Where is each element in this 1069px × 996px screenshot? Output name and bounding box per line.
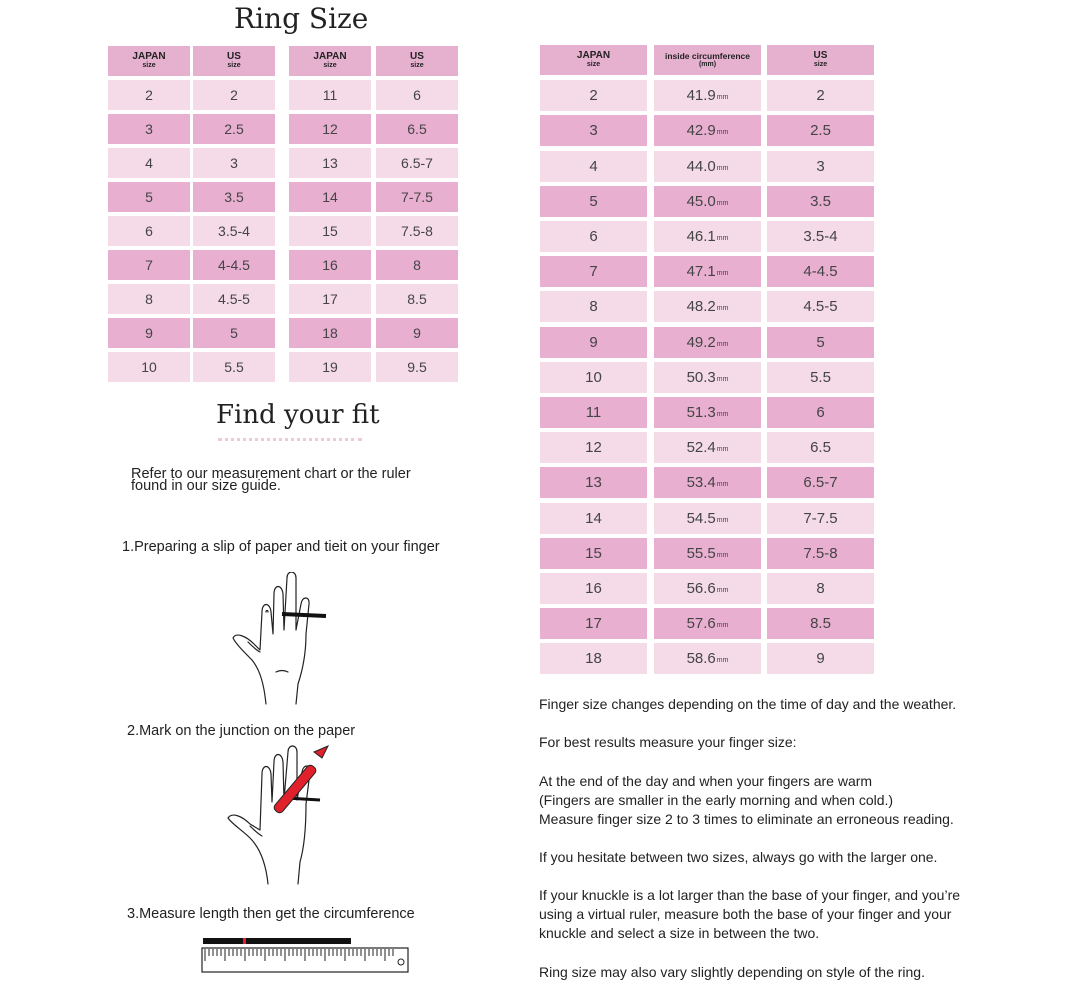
intro-line-2: found in our size guide. (131, 478, 281, 494)
right-table-cell: 17 (540, 608, 647, 639)
left-table-cell: 9.5 (376, 352, 458, 382)
right-table-cell: 4.5-5 (767, 291, 874, 322)
left-table-cell: 15 (289, 216, 371, 246)
left-table-header (108, 46, 190, 76)
header-sublabel: size (410, 62, 424, 69)
left-table-cell: 3.5-4 (193, 216, 275, 246)
unit-label: mm (716, 270, 729, 278)
right-table-header (654, 45, 761, 75)
right-table-cell (654, 538, 761, 569)
header-sublabel: size (813, 61, 828, 68)
header-sublabel: (mm) (698, 61, 717, 68)
header-label: JAPAN (576, 50, 611, 61)
left-table-cell: 3 (108, 114, 190, 144)
right-table-header (767, 45, 874, 75)
right-table-cell: 7-7.5 (767, 503, 874, 534)
circumference-value: 41.9 (686, 87, 716, 105)
unit-label: mm (716, 199, 729, 207)
right-table-cell: 15 (540, 538, 647, 569)
left-table-cell: 3.5 (193, 182, 275, 212)
unit-label: mm (716, 551, 729, 559)
ring-size-title: Ring Size (234, 2, 369, 35)
right-table-cell: 11 (540, 397, 647, 428)
left-table-cell: 14 (289, 182, 371, 212)
circumference-value: 55.5 (686, 544, 716, 562)
right-table-cell (654, 291, 761, 322)
unit-label: mm (716, 587, 729, 594)
left-table-cell: 5 (193, 318, 275, 348)
right-table-cell: 8 (767, 573, 874, 604)
left-table-cell: 5 (108, 182, 190, 212)
right-table-cell (654, 151, 761, 182)
header-label: inside circumference (664, 51, 751, 61)
left-table-cell: 6.5 (376, 114, 458, 144)
circumference-value: 48.2 (686, 298, 716, 316)
right-table-cell: 7 (540, 256, 647, 287)
left-table-cell: 8.5 (376, 284, 458, 314)
circumference-value: 46.1 (686, 228, 716, 245)
right-table-cell (654, 503, 761, 534)
circumference-value: 57.6 (686, 615, 716, 633)
header-sublabel: size (586, 61, 601, 68)
circumference-value: 53.4 (686, 474, 716, 492)
circumference-value: 42.9 (686, 122, 716, 140)
left-table-cell: 9 (108, 318, 190, 348)
header-sublabel: size (227, 62, 241, 69)
right-table-cell: 9 (540, 327, 647, 358)
circumference-value: 52.4 (686, 439, 716, 457)
right-table-cell (654, 608, 761, 639)
left-table-header (193, 46, 275, 76)
note-end-of-day (539, 772, 1009, 829)
right-table-cell: 3 (767, 151, 874, 182)
title-dotted-divider (218, 438, 362, 441)
left-table-header (376, 46, 458, 76)
right-table-cell: 18 (540, 643, 647, 674)
right-table-cell: 6 (767, 397, 874, 428)
right-table-cell: 5 (540, 186, 647, 217)
right-table-cell: 4 (540, 151, 647, 182)
circumference-value: 50.3 (686, 368, 716, 386)
right-table-header (540, 45, 647, 75)
left-table-cell: 2 (193, 80, 275, 110)
circumference-value: 47.1 (686, 263, 716, 281)
hand-with-pen-illustration (220, 744, 350, 889)
unit-label: mm (716, 411, 729, 418)
left-table-cell: 8 (376, 250, 458, 280)
left-table-cell: 17 (289, 284, 371, 314)
right-table-cell: 7.5-8 (767, 538, 874, 569)
unit-label: mm (716, 164, 729, 172)
ruler-with-paper-strip-illustration (200, 936, 412, 978)
unit-label: mm (716, 516, 729, 524)
unit-label: mm (716, 305, 729, 313)
left-table-cell: 19 (289, 352, 371, 382)
left-table-cell: 8 (108, 284, 190, 314)
left-table-cell: 5.5 (193, 352, 275, 382)
note-knuckle (539, 886, 1009, 943)
unit-label: mm (716, 446, 729, 454)
left-table-cell: 6 (376, 80, 458, 110)
header-label: US (813, 50, 828, 61)
unit-label: mm (716, 129, 729, 137)
left-table-cell: 4.5-5 (193, 284, 275, 314)
left-table-cell: 6.5-7 (376, 148, 458, 178)
unit-label: mm (716, 94, 729, 102)
right-table-cell (654, 643, 761, 674)
right-table-cell: 13 (540, 467, 647, 498)
right-table-cell: 6.5 (767, 432, 874, 463)
unit-label: mm (716, 235, 729, 242)
circumference-value: 56.6 (686, 580, 716, 597)
right-table-cell: 16 (540, 573, 647, 604)
circumference-value: 44.0 (686, 157, 716, 175)
right-table-cell: 9 (767, 643, 874, 674)
note-ring-style: Ring size may also vary slightly depending on style of the ring. (539, 964, 925, 980)
header-sublabel: size (323, 62, 337, 69)
header-label: JAPAN (132, 51, 166, 62)
header-label: JAPAN (313, 51, 347, 62)
left-table-cell: 10 (108, 352, 190, 382)
right-table-cell: 12 (540, 432, 647, 463)
right-table-cell: 10 (540, 362, 647, 393)
circumference-value: 54.5 (686, 509, 716, 527)
right-table-cell (654, 115, 761, 146)
left-table-cell: 12 (289, 114, 371, 144)
right-table-cell (654, 256, 761, 287)
right-table-cell (654, 467, 761, 498)
right-table-cell: 14 (540, 503, 647, 534)
right-table-cell (654, 221, 761, 252)
left-table-cell: 6 (108, 216, 190, 246)
left-table-cell: 18 (289, 318, 371, 348)
unit-label: mm (716, 481, 729, 489)
left-table-cell: 4 (108, 148, 190, 178)
right-table-cell: 3.5 (767, 186, 874, 217)
note-weather: Finger size changes depending on the time of day and the weather. (539, 696, 957, 712)
left-table-cell: 2 (108, 80, 190, 110)
step-3-text: 3.Measure length then get the circumference (127, 906, 415, 922)
unit-label: mm (716, 657, 729, 665)
unit-label: mm (716, 622, 729, 630)
left-table-header (289, 46, 371, 76)
note-end-of-day-line-3: Measure finger size 2 to 3 times to eliminate an erroneous reading. (539, 811, 954, 827)
step-1-text: 1.Preparing a slip of paper and tieit on your finger (122, 539, 440, 555)
right-table-cell (654, 432, 761, 463)
right-table-cell: 2 (540, 80, 647, 111)
circumference-value: 58.6 (686, 650, 716, 668)
right-table-cell (654, 327, 761, 358)
right-table-cell: 3 (540, 115, 647, 146)
circumference-value: 51.3 (686, 404, 716, 421)
right-table-cell: 2.5 (767, 115, 874, 146)
circumference-value: 45.0 (686, 192, 716, 210)
left-table-cell: 11 (289, 80, 371, 110)
header-sublabel: size (142, 62, 156, 69)
note-knuckle-line-1: If your knuckle is a lot larger than the base of your finger, and you’re (539, 887, 961, 903)
intro-text (131, 468, 411, 492)
left-table-cell: 7-7.5 (376, 182, 458, 212)
left-table-cell: 7.5-8 (376, 216, 458, 246)
unit-label: mm (716, 375, 729, 383)
header-label: US (410, 51, 424, 62)
right-table-cell: 6.5-7 (767, 467, 874, 498)
right-table-cell (654, 573, 761, 604)
find-your-fit-title: Find your fit (216, 400, 380, 430)
circumference-value: 49.2 (686, 333, 716, 351)
hand-with-paper-illustration (226, 572, 336, 712)
right-table-cell: 5.5 (767, 362, 874, 393)
right-table-cell: 8 (540, 291, 647, 322)
left-table-cell: 4-4.5 (193, 250, 275, 280)
step-2-text: 2.Mark on the junction on the paper (127, 723, 356, 739)
note-best-results: For best results measure your finger size: (539, 734, 797, 750)
right-table-cell (654, 397, 761, 428)
note-end-of-day-line-2: (Fingers are smaller in the early morning and when cold.) (539, 792, 894, 808)
left-table-cell: 7 (108, 250, 190, 280)
left-table-cell: 2.5 (193, 114, 275, 144)
right-table-cell: 2 (767, 80, 874, 111)
right-table-cell: 8.5 (767, 608, 874, 639)
note-end-of-day-line-1: At the end of the day and when your fingers are warm (539, 773, 873, 789)
note-hesitate: If you hesitate between two sizes, always go with the larger one. (539, 849, 938, 865)
right-table-cell (654, 362, 761, 393)
intro-line-1: Refer to our measurement chart or the ruler (131, 466, 411, 482)
right-table-cell (654, 80, 761, 111)
left-table-cell: 9 (376, 318, 458, 348)
right-table-cell: 3.5-4 (767, 221, 874, 252)
left-table-cell: 13 (289, 148, 371, 178)
right-table-cell: 6 (540, 221, 647, 252)
left-table-cell: 3 (193, 148, 275, 178)
note-knuckle-line-2: using a virtual ruler, measure both the base of your finger and your (539, 906, 952, 922)
right-table-cell (654, 186, 761, 217)
left-table-cell: 16 (289, 250, 371, 280)
header-label: US (227, 51, 241, 62)
right-table-cell: 5 (767, 327, 874, 358)
unit-label: mm (716, 340, 729, 348)
right-table-cell: 4-4.5 (767, 256, 874, 287)
note-knuckle-line-3: knuckle and select a size in between the two. (539, 925, 820, 941)
